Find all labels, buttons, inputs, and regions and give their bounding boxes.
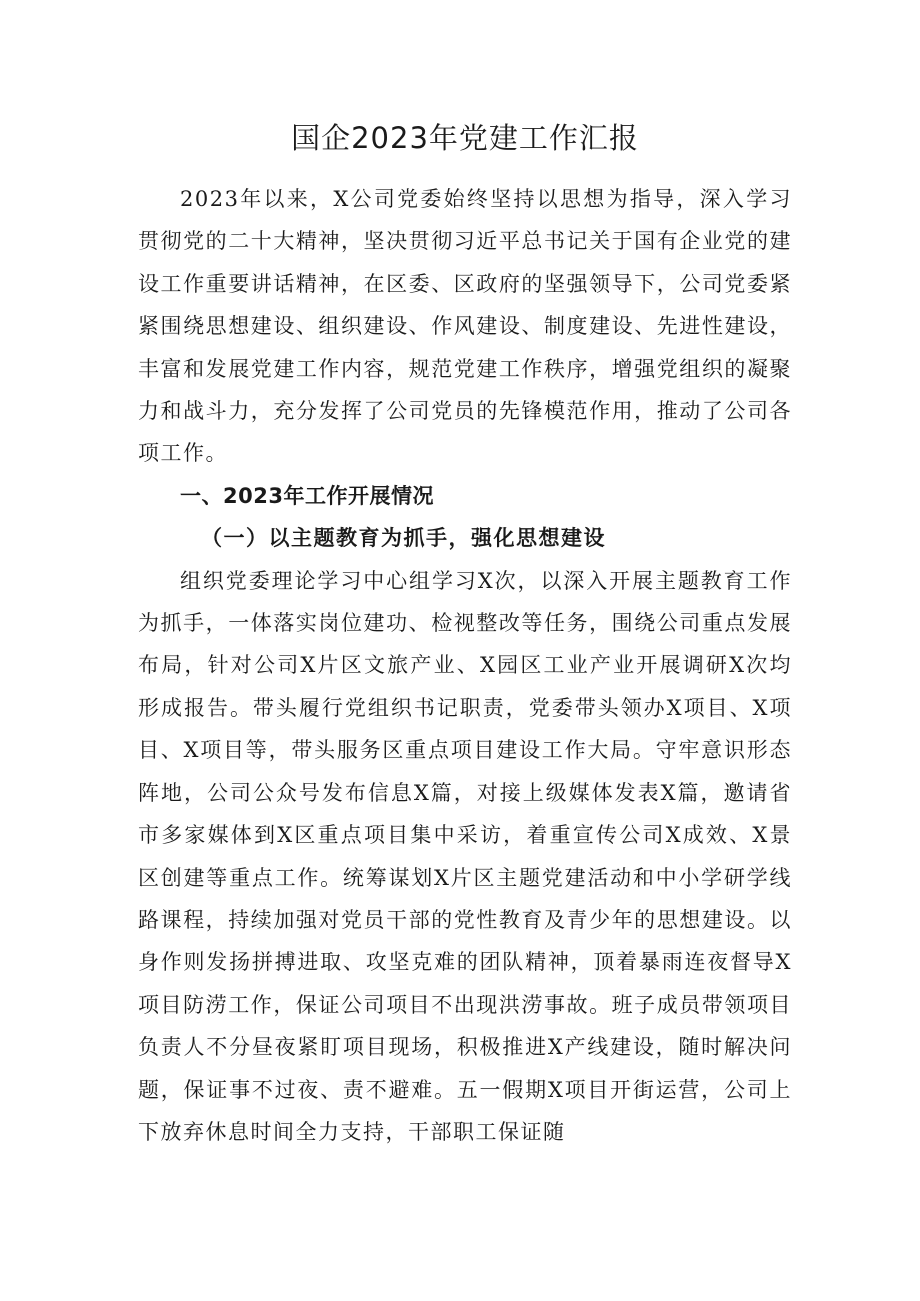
subsection-heading-1: （一）以主题教育为抓手，强化思想建设 (201, 525, 606, 551)
section-heading-1: 一、2023年工作开展情况 (180, 483, 434, 508)
document-title: 国企2023年党建工作汇报 (291, 121, 639, 155)
subsection-1-body: 组织党委理论学习中心组学习X次，以深入开展主题教育工作为抓手，一体落实岗位建功、检视整改等任务，围绕公司重点发展布局，针对公司X片区文旅产业、X园区工业产业开展调研X次均形成报告。带头履行党组织书记职责，党委带头领办X项目、X项目、X项目等，带头服务区重点项目建设工作大局。守牢意识形态阵地，公司公众号发布信息X篇，对接上级媒体发表X篇，邀请省市多家媒体到X区重点项目集中采访，着重宣传公司X成效、X景区创建等重点工作。统筹谋划X片区主题党建活动和中小学研学线路课程，持续加强对党员干部的党性教育及青少年的思想建设。以身作则发扬拼搏进取、攻坚克难的团队精神，顶着暴雨连夜督导X项目防涝工作，保证公司项目不出现洪涝事故。班子成员带领项目负责人不分昼夜紧盯项目现场，积极推进X产线建设，随时解决问题，保证事不过夜、责不避难。五一假期X项目开街运营，公司上下放弃休息时间全力支持，干部职工保证随 (138, 568, 792, 1144)
intro-paragraph: 2023年以来，X公司党委始终坚持以思想为指导，深入学习贯彻党的二十大精神，坚决贯彻习近平总书记关于国有企业党的建设工作重要讲话精神，在区委、区政府的坚强领导下，公司党委紧紧围绕思想建设、组织建设、作风建设、制度建设、先进性建设，丰富和发展党建工作内容，规范党建工作秩序，增强党组织的凝聚力和战斗力，充分发挥了公司党员的先锋模范作用，推动了公司各项工作。 (138, 187, 792, 466)
